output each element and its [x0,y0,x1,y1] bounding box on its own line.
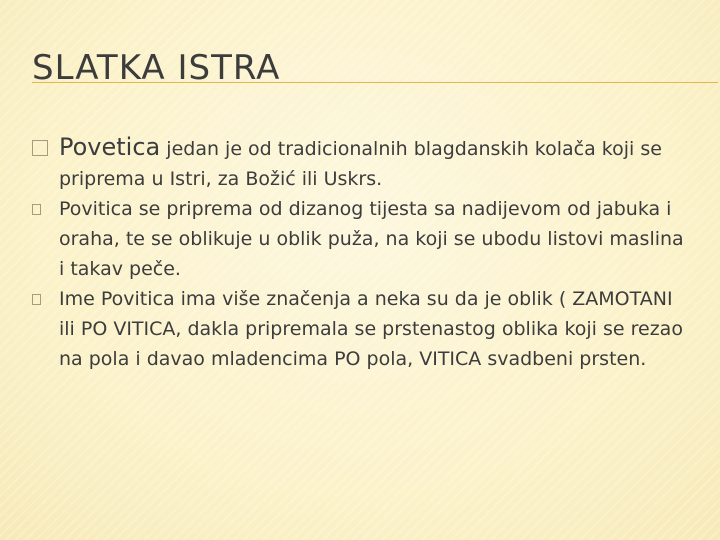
bullet-list [32,132,692,374]
list-item [32,132,692,194]
lead-word: Povetica [59,133,161,161]
list-item-text: jedan je od tradicionalnih blagdanskih kolača koji se priprema u Istri, za Božić ili Uskrs. [59,138,662,190]
list-item-text: Povitica se priprema od dizanog tijesta sa nadijevom od jabuka i oraha, te se oblikuje u oblik puža, na koji se ubodu listovi maslina i takav peče. [59,198,684,280]
list-item-text: Ime Povitica ima više značenja a neka su da je oblik ( ZAMOTANI ili PO VITICA, dakla pripremala se prstenastog oblika koji se rezao na pola i davao mladencima PO pola, VITICA svadbeni prsten. [59,288,683,370]
square-bullet-icon [32,194,41,224]
title-underline [32,82,718,83]
list-item [32,194,692,284]
slide-title: SLATKA ISTRA [32,48,281,88]
square-bullet-icon [32,284,41,314]
square-bullet-icon [32,132,48,165]
list-item [32,284,692,374]
